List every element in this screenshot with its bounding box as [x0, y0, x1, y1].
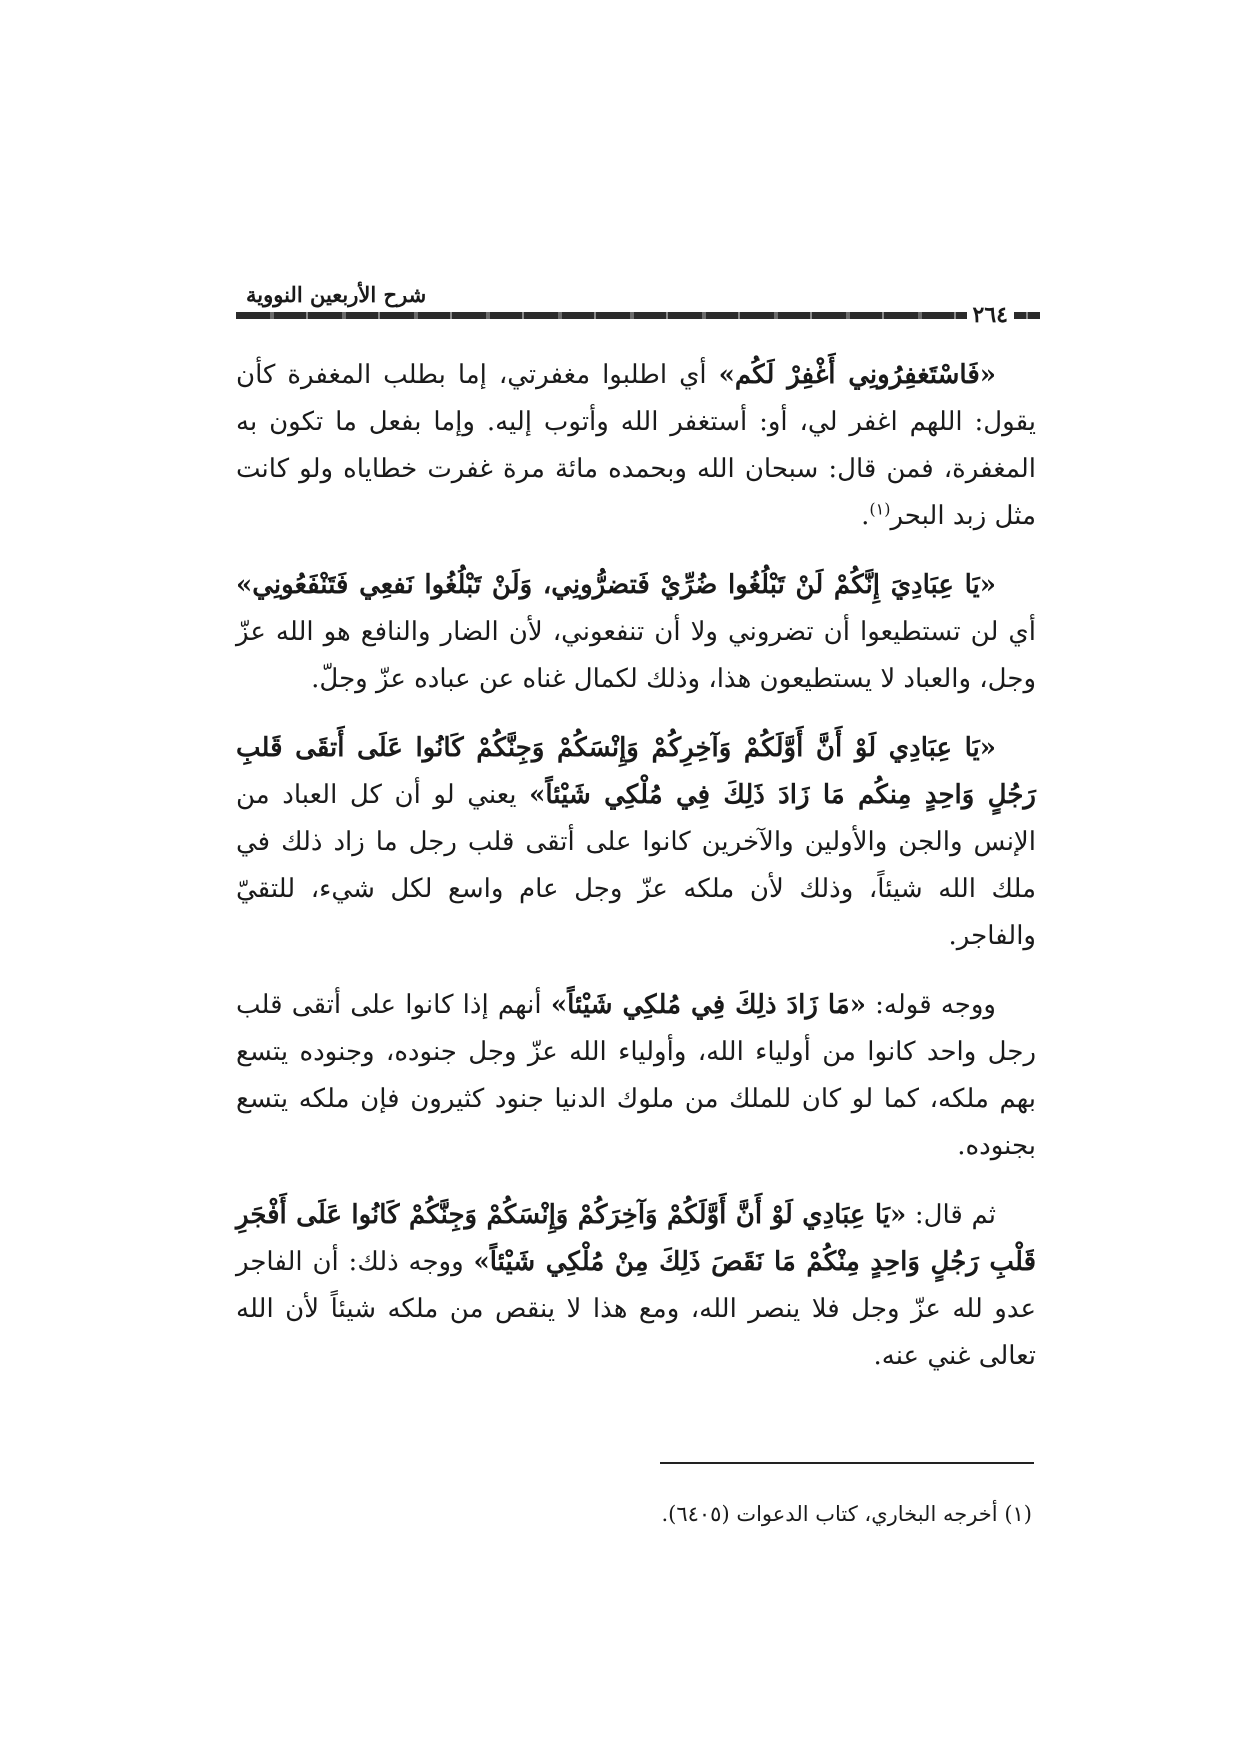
hadith-quote: «مَا زَادَ ذلِكَ فِي مُلكِي شَيْئاً» [550, 990, 866, 1020]
footnote-text: أخرجه البخاري، كتاب الدعوات (٦٤٠٥). [661, 1502, 998, 1526]
paragraph-2 [236, 562, 1036, 703]
page-body [236, 352, 1036, 1402]
footnote-reference: (١) [869, 499, 891, 519]
page-header [236, 282, 1040, 328]
paragraph-end: . [861, 501, 870, 531]
hadith-quote: «يَا عِبَادِيَ إِنَّكُمْ لَنْ تَبْلُغُوا ضُرِّيْ فَتضرُّونِي، وَلَنْ تَبْلُغُوا نَفعِي فَتَنْفَعُونِي» [236, 570, 996, 600]
paragraph-lead: ووجه قوله: [865, 990, 996, 1020]
footnote-separator [660, 1462, 1034, 1464]
commentary-text: يعني لو أن كل العباد من الإنس والجن والأولين والآخرين كانوا على أتقى قلب رجل ما زاد ذلك في ملك الله شيئاً، وذلك لأن ملكه عزّ وجل عام واسع لكل شيء، للتقيّ والفاجر. [236, 780, 1036, 951]
footnote [380, 1502, 1032, 1526]
hadith-quote: «يَا عِبَادِي لَوْ أَنَّ أَوَّلَكُمْ وَآخِرَكُمْ وَإِنْسَكُمْ وَجِنَّكُمْ كَانُوا عَلَى أَفْجَرِ قَلْبِ رَجُلٍ وَاحِدٍ مِنْكُمْ مَا نَقَصَ ذَلِكَ مِنْ مُلْكِي شَيْئاً» [236, 1200, 1036, 1277]
commentary-text: أي لن تستطيعوا أن تضروني ولا أن تنفعوني، لأن الضار والنافع هو الله عزّ وجل، والعباد لا يستطيعون هذا، وذلك لكمال غناه عن عباده عزّ وجلّ. [236, 617, 1036, 694]
running-title: شرح الأربعين النووية [246, 282, 427, 307]
commentary-text: أنهم إذا كانوا على أتقى قلب رجل واحد كانوا من أولياء الله، وأولياء الله عزّ وجل جنوده، وجنوده يتسع بهم ملكه، كما لو كان للملك من ملوك الدنيا جنود كثيرون فإن ملكه يتسع بجنوده. [236, 990, 1036, 1161]
commentary-text: ووجه ذلك: أن الفاجر عدو لله عزّ وجل فلا ينصر الله، ومع هذا لا ينقص من ملكه شيئاً لأن الله تعالى غني عنه. [236, 1247, 1036, 1371]
header-rule [236, 312, 1040, 319]
paragraph-5 [236, 1192, 1036, 1380]
paragraph-3 [236, 725, 1036, 960]
paragraph-lead: ثم قال: [906, 1200, 996, 1230]
commentary-text: أي اطلبوا مغفرتي، إما بطلب المغفرة كأن يقول: اللهم اغفر لي، أو: أستغفر الله وأتوب إليه. وإما بفعل ما تكون به المغفرة، فمن قال: سبحان الله وبحمده مائة مرة غفرت خطاياه ولو كانت مثل زبد البحر [236, 360, 1036, 531]
footnote-number: (١) [1004, 1502, 1032, 1526]
hadith-quote: «يَا عِبَادِي لَوْ أَنَّ أَوَّلَكُمْ وَآخِرِكُمْ وَإِنْسَكُمْ وَجِنَّكُمْ كَانُوا عَلَى أَتقَى قَلبِ رَجُلٍ وَاحِدٍ مِنكُم مَا زَادَ ذَلِكَ فِي مُلْكِي شَيْئاً» [236, 733, 1036, 810]
paragraph-1 [236, 352, 1036, 540]
hadith-quote: «فَاسْتَغفِرُونِي أَغْفِرْ لَكُم» [718, 360, 996, 390]
page-number: ٢٦٤ [967, 304, 1014, 326]
paragraph-4 [236, 982, 1036, 1170]
